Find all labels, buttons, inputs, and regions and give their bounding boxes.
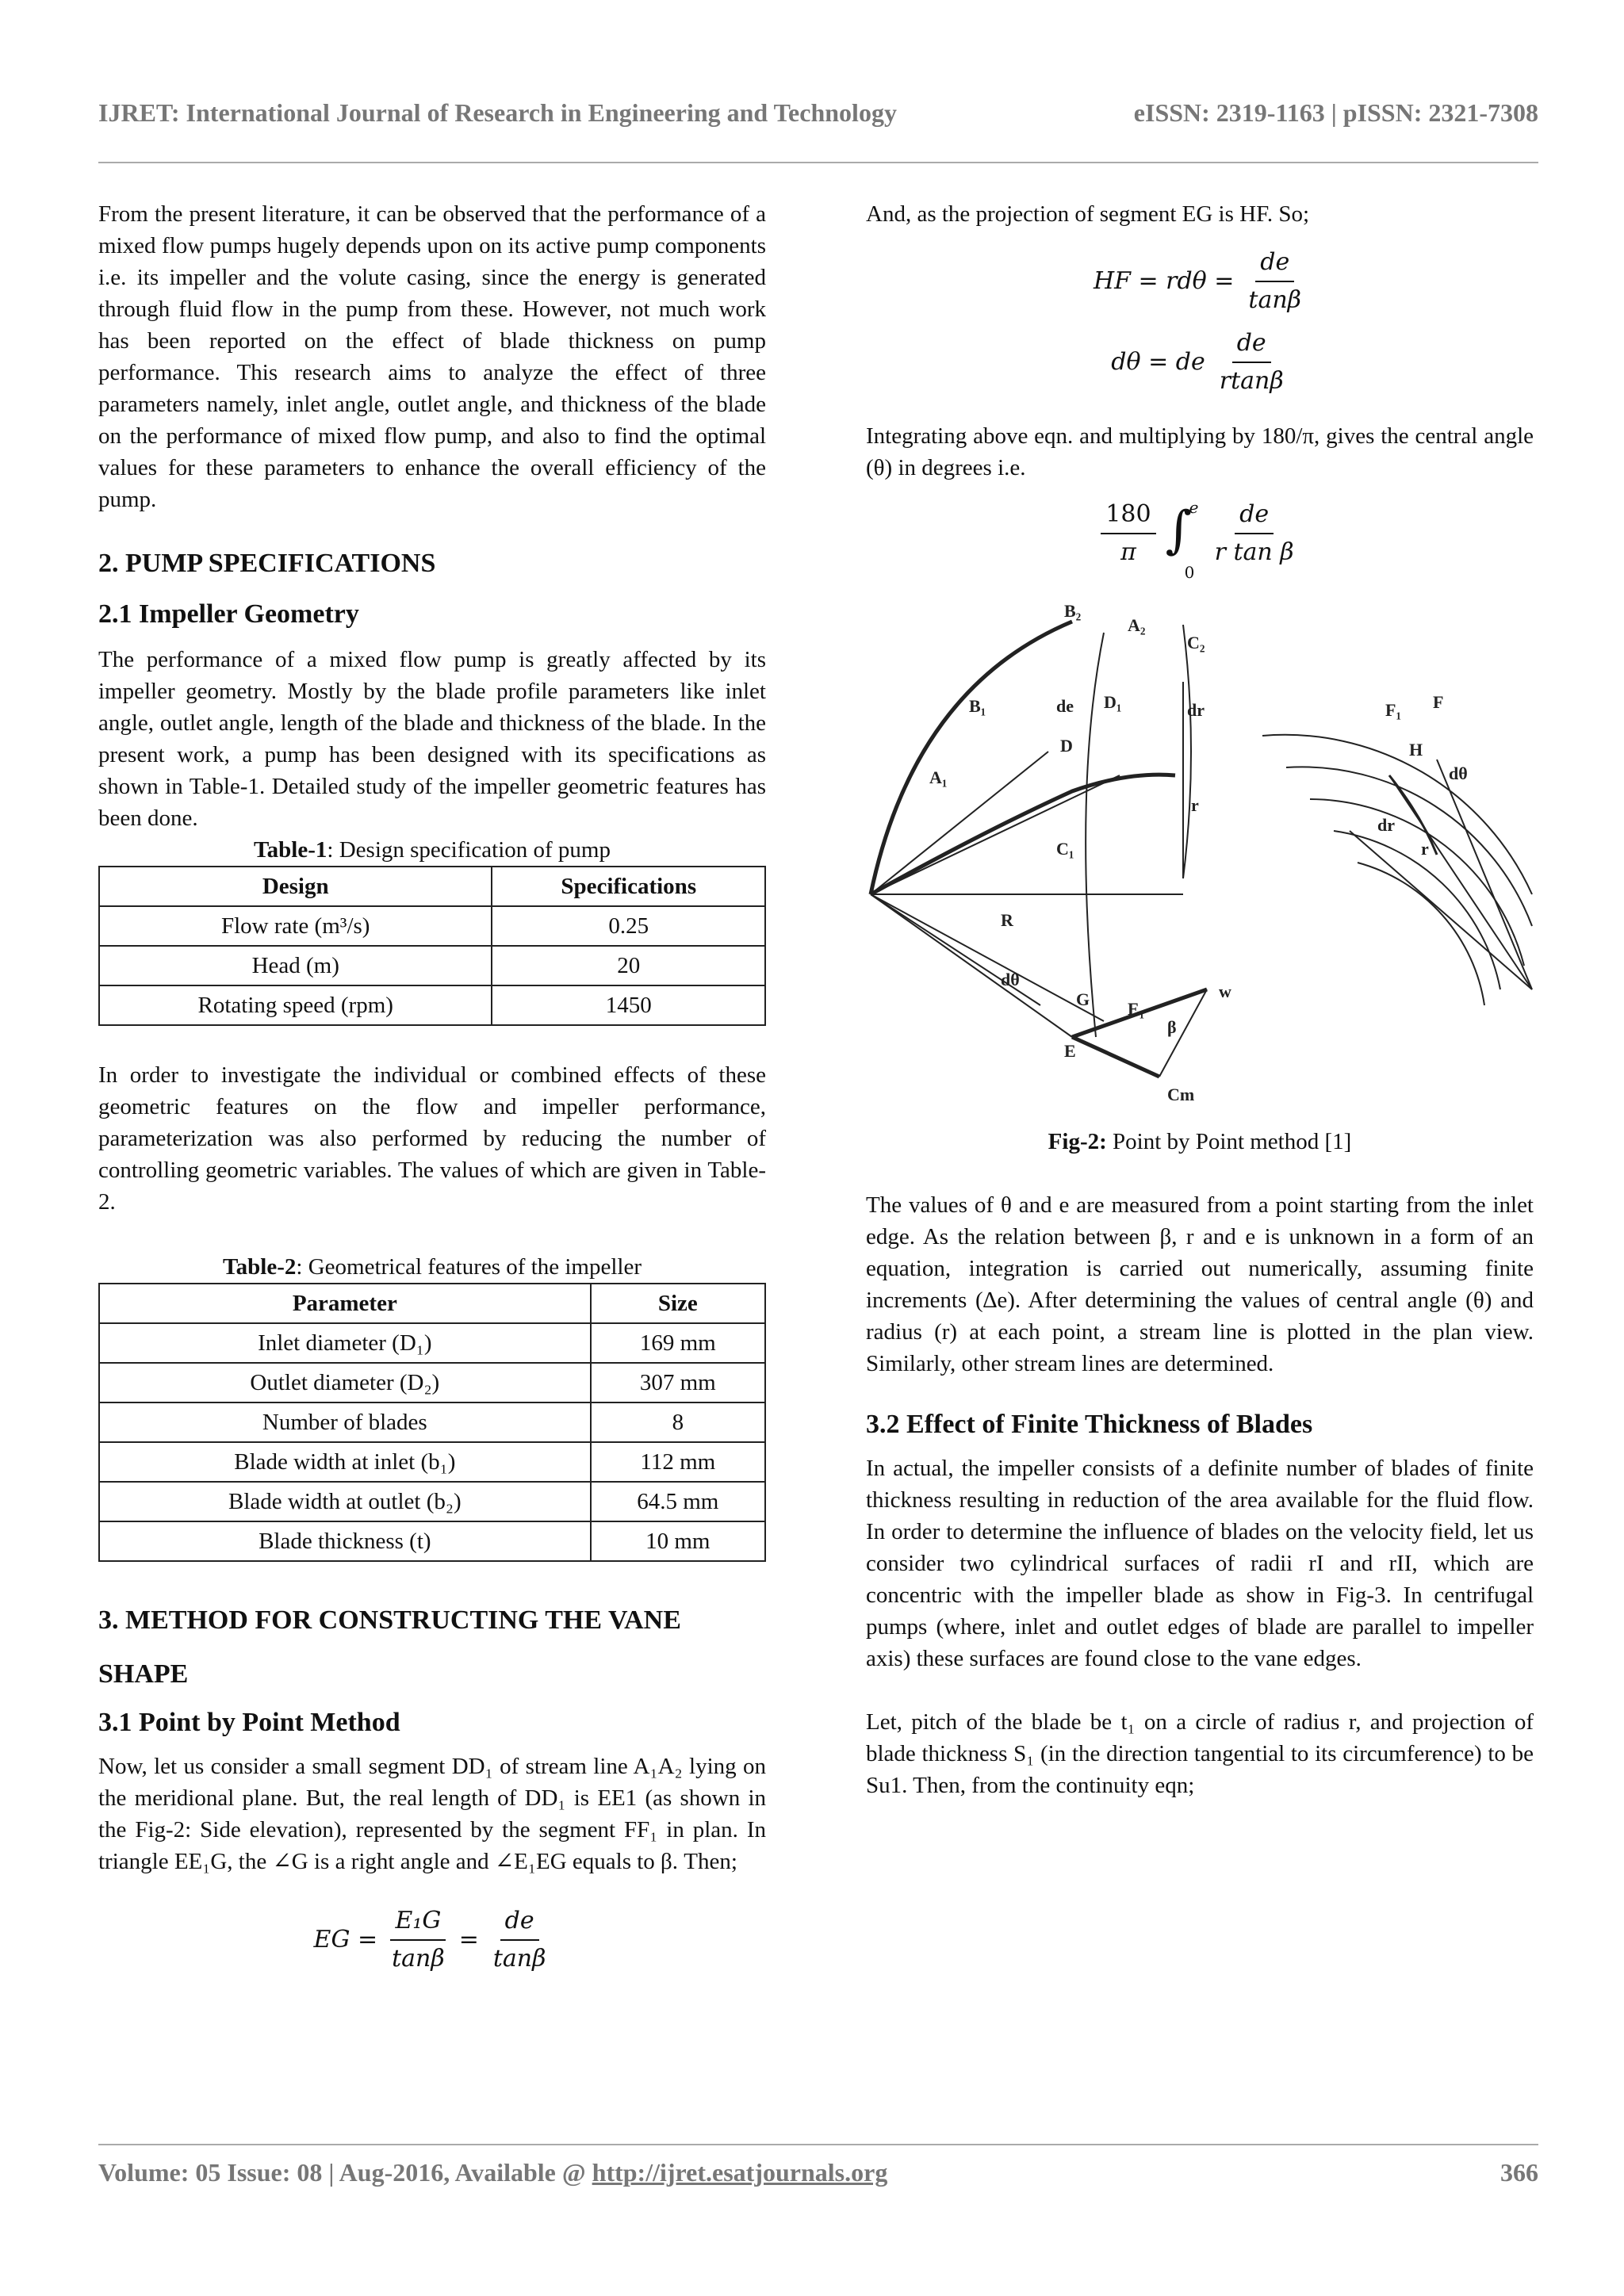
fig-label: A₁ <box>929 767 948 787</box>
header-rule <box>98 162 1538 163</box>
theta-paragraph: The values of θ and e are measured from a point starting from the inlet edge. As the relation between β, r and e is unknown in a form of an equation, integration is carried out numerically, assuming finite increments (∆e). After determining the values of central angle (θ) and radius (r) at each point, a stream line is plotted in the plan view. Similarly, other stream lines are determined. <box>866 1192 1534 1376</box>
table-1-caption-text: : Design specification of pump <box>327 837 611 863</box>
fig-label: C₁ <box>1056 839 1074 859</box>
footer-rule <box>98 2144 1538 2145</box>
fig-label: F <box>1433 692 1444 712</box>
denominator: rtanβ <box>1219 367 1284 395</box>
numerator: de <box>1232 328 1271 363</box>
table-cell: 112 mm <box>591 1442 765 1482</box>
table-cell: 307 mm <box>591 1363 765 1402</box>
integration-paragraph: Integrating above eqn. and multiplying by 180/π, gives the central angle (θ) in degrees i.e. <box>866 423 1534 480</box>
eq-lhs: HF = rdθ = <box>1093 267 1235 295</box>
fraction <box>1243 247 1306 316</box>
section-2-heading: 2. PUMP SPECIFICATIONS <box>98 549 436 578</box>
fig-label: A₂ <box>1128 615 1146 635</box>
fig-label: de <box>1056 696 1074 716</box>
table-1 <box>98 866 766 1026</box>
fig-label: E <box>1064 1041 1076 1061</box>
denominator: tanβ <box>1248 286 1302 314</box>
fig-label: B₂ <box>1064 601 1082 621</box>
fig-label: C₂ <box>1187 633 1205 652</box>
figure-2 <box>866 593 1534 1107</box>
equation-dtheta <box>866 328 1534 396</box>
table-row <box>99 1323 765 1363</box>
stream-line <box>1086 633 1104 1037</box>
plan-arc-3 <box>1310 799 1524 966</box>
table-row <box>99 1482 765 1521</box>
table-cell: 8 <box>591 1402 765 1442</box>
construction-line <box>871 894 1072 1037</box>
fig-label: r <box>1191 795 1199 815</box>
fraction <box>1215 328 1289 396</box>
eq-lhs: EG = <box>313 1926 378 1954</box>
table-header-row <box>99 867 765 906</box>
upper-limit: e <box>1189 498 1199 517</box>
table-cell: 169 mm <box>591 1323 765 1363</box>
issn: eISSN: 2319-1163 | pISSN: 2321-7308 <box>1133 98 1538 127</box>
table-cell: 10 mm <box>591 1521 765 1561</box>
numerator: E₁G <box>390 1906 446 1941</box>
right-column <box>866 198 1534 1801</box>
fig-label: w <box>1219 982 1231 1001</box>
table-header-cell: Parameter <box>99 1284 591 1323</box>
table-2 <box>98 1283 766 1562</box>
fraction <box>1101 499 1155 568</box>
table-row <box>99 985 765 1025</box>
denominator: tanβ <box>492 1945 546 1973</box>
table-1-label: Table-1 <box>254 837 327 863</box>
numerator: de <box>500 1906 539 1941</box>
fig-label: dr <box>1377 815 1395 835</box>
fig-label: R <box>1001 910 1013 930</box>
point-by-point-diagram <box>866 593 1534 1107</box>
fraction <box>387 1906 450 1974</box>
page-number: 366 <box>1500 2158 1538 2187</box>
plan-radius-line <box>1350 831 1532 989</box>
hf-paragraph: And, as the projection of segment EG is HF. So; <box>866 201 1310 227</box>
figure-2-caption <box>866 1126 1534 1158</box>
fig-label: Cm <box>1167 1085 1195 1104</box>
table-cell: 1450 <box>492 985 765 1025</box>
numerator: 180 <box>1101 499 1155 534</box>
table-row <box>99 1402 765 1442</box>
table-cell: Blade width at inlet (b₁) <box>99 1442 591 1482</box>
intro-paragraph: From the present literature, it can be observed that the performance of a mixed flow pumps hugely depends upon on its active pump components i.e. its impeller and the volute casing, since the energy is generated through fluid flow in the pump from these. However, not much work has been reported on the effect of blade thickness on pump performance. This research aims to analyze the effect of three parameters namely, inlet angle, outlet angle, and thickness of the blade on the performance of mixed flow pump, and also to find the optimal values for these parameters to enhance the overall efficiency of the pump. <box>98 201 766 512</box>
denominator: π <box>1120 538 1136 566</box>
equation-hf <box>866 247 1534 316</box>
plan-arc-4 <box>1334 831 1500 989</box>
construction-line <box>871 894 1104 1021</box>
table-cell: 64.5 mm <box>591 1482 765 1521</box>
plan-arc-1 <box>1262 735 1532 894</box>
fig-label: F₁ <box>1385 700 1402 720</box>
journal-title: IJRET: International Journal of Research in Engineering and Technology <box>98 98 897 127</box>
table-cell: Inlet diameter (D₁) <box>99 1323 591 1363</box>
table-row <box>99 906 765 946</box>
left-column <box>98 198 766 1974</box>
table-header-cell: Design <box>99 867 492 906</box>
table-header-cell: Size <box>591 1284 765 1323</box>
fig-label: D₁ <box>1104 692 1122 712</box>
figure-2-caption-text: Point by Point method [1] <box>1106 1129 1352 1154</box>
fig-label: E₁ <box>1128 999 1145 1019</box>
table-cell: 20 <box>492 946 765 985</box>
table-header-cell: Specifications <box>492 867 765 906</box>
velocity-cm-arrow <box>1072 1037 1159 1077</box>
table-row <box>99 946 765 985</box>
table-cell: 0.25 <box>492 906 765 946</box>
plan-arc-5 <box>1358 863 1484 1005</box>
fig-label: dθ <box>1001 970 1020 989</box>
section-3-2-heading: 3.2 Effect of Finite Thickness of Blades <box>866 1410 1313 1439</box>
section-2-1-heading: 2.1 Impeller Geometry <box>98 599 359 629</box>
fraction <box>488 1906 551 1974</box>
fig-label: B₁ <box>969 696 986 716</box>
figure-2-label: Fig-2: <box>1048 1129 1107 1154</box>
table-cell: Flow rate (m³/s) <box>99 906 492 946</box>
finite-thickness-paragraph: In actual, the impeller consists of a definite number of blades of finite thickness resulting in reduction of the area available for the fluid flow. In order to determine the influence of blades on the velocity field, let us consider two cylindrical surfaces of radii rI and rII, which are concentric with the impeller blade as show in Fig-3. In centrifugal pumps (where, inlet and outlet edges of blade are parallel to impeller axis) these surfaces are found close to the vane edges. <box>866 1456 1534 1671</box>
footer-volume-text: Volume: 05 Issue: 08 | Aug-2016, Available @ <box>98 2158 592 2187</box>
table-row <box>99 1442 765 1482</box>
parameterization-paragraph: In order to investigate the individual or combined effects of these geometric features on the flow and impeller performance, parameterization was also performed by reducing the number of controlling geometric variables. The values of which are given in Table-2. <box>98 1062 766 1215</box>
numerator: de <box>1255 247 1294 282</box>
table-header-row <box>99 1284 765 1323</box>
blade-outer-arc <box>871 622 1072 894</box>
fig-label: G <box>1076 989 1090 1009</box>
impeller-geometry-paragraph: The performance of a mixed flow pump is greatly affected by its impeller geometry. Mostly by the blade profile parameters like inlet angle, outlet angle, length of the blade and thickness of the blade. In the present work, a pump has been designed with its specifications as shown in Table-1. Detailed study of the impeller geometric features has been done. <box>98 647 766 831</box>
section-3-1-heading: 3.1 Point by Point Method <box>98 1708 400 1737</box>
fig-label: dr <box>1187 700 1205 720</box>
table-2-caption <box>98 1251 766 1283</box>
page-footer <box>98 2158 1538 2190</box>
fig-label: dθ <box>1449 763 1468 783</box>
equation-eg <box>98 1906 766 1974</box>
table-2-caption-text: : Geometrical features of the impeller <box>296 1254 642 1280</box>
section-3-heading: 3. METHOD FOR CONSTRUCTING THE VANE SHAPE <box>98 1605 681 1689</box>
numerator: de <box>1235 499 1274 534</box>
outlet-arc <box>1183 625 1191 878</box>
table-cell: Number of blades <box>99 1402 591 1442</box>
denominator: r tan β <box>1214 538 1294 566</box>
table-cell: Blade thickness (t) <box>99 1521 591 1561</box>
integral-sign: ∫ e 0 <box>1166 498 1201 569</box>
fig-label: β <box>1167 1017 1177 1037</box>
journal-link[interactable]: http://ijret.esatjournals.org <box>592 2158 888 2187</box>
table-cell: Blade width at outlet (b₂) <box>99 1482 591 1521</box>
table-row <box>99 1521 765 1561</box>
lower-limit: 0 <box>1184 563 1195 582</box>
blade-inner-curve <box>871 775 1175 894</box>
point-method-paragraph: Now, let us consider a small segment DD₁ of stream line A₁A₂ lying on the meridional plane. But, the real length of DD₁ is EE1 (as shown in the Fig-2: Side elevation), represented by the segment FF₁ in plan. In triangle EE₁G, the ∠G is a right angle and ∠E₁EG equals to β. Then; <box>98 1754 766 1874</box>
table-cell: Outlet diameter (D₂) <box>99 1363 591 1402</box>
construction-line <box>871 775 1120 894</box>
equation-integral <box>866 498 1534 582</box>
fig-label: r <box>1421 839 1429 859</box>
plan-radius-line <box>1437 760 1532 989</box>
fig-label: H <box>1409 740 1423 760</box>
table-2-label: Table-2 <box>222 1254 297 1280</box>
denominator: tanβ <box>392 1945 445 1973</box>
table-row <box>99 1363 765 1402</box>
page-header <box>98 98 1538 130</box>
table-cell: Head (m) <box>99 946 492 985</box>
fraction <box>1210 499 1299 568</box>
table-cell: Rotating speed (rpm) <box>99 985 492 1025</box>
footer-volume <box>98 2158 887 2187</box>
table-1-caption <box>98 834 766 866</box>
pitch-paragraph: Let, pitch of the blade be t₁ on a circle of radius r, and projection of blade thickness S₁ (in the direction tangential to its circumference) to be Su1. Then, from the continuity eqn; <box>866 1709 1534 1798</box>
equals-sign: = <box>458 1926 479 1954</box>
fig-label: D <box>1060 736 1073 756</box>
eq-lhs: dθ = de <box>1111 348 1205 376</box>
